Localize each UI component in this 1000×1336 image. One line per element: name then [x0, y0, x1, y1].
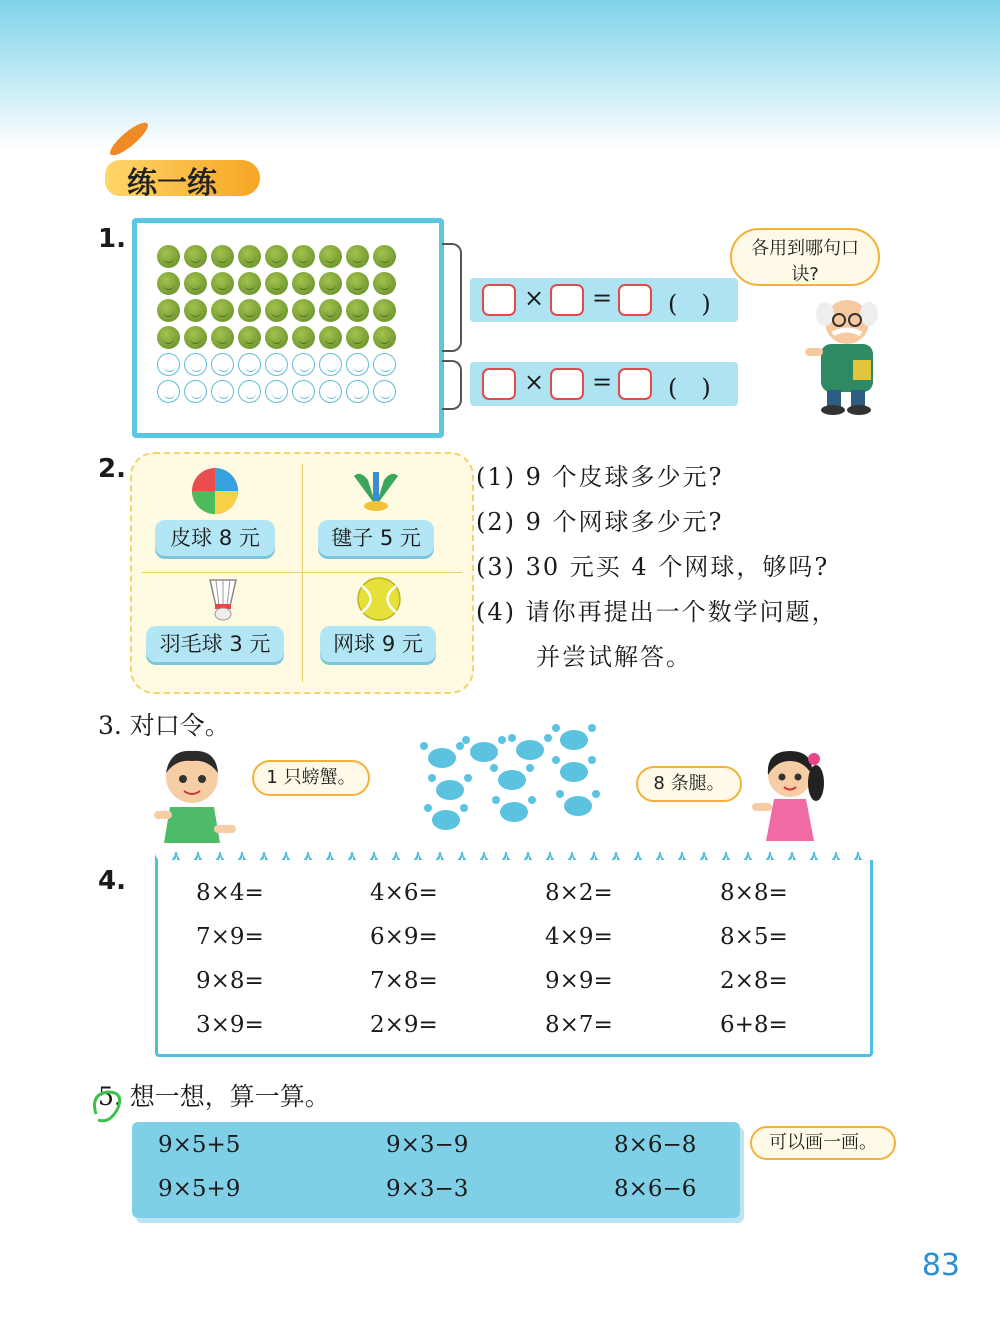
rhyme-parentheses: ( ) — [668, 374, 711, 402]
green-smiley-dot — [211, 245, 234, 268]
blue-smiley-dot — [238, 380, 261, 403]
crab-icon — [498, 770, 526, 790]
green-smiley-dot — [157, 299, 180, 322]
scribble-mark-icon — [88, 1084, 128, 1128]
green-smiley-dot — [319, 299, 342, 322]
equation-row-1 — [470, 278, 738, 322]
times-sign: × — [524, 368, 545, 396]
calc-expression: 3×9= — [196, 1012, 264, 1038]
blue-smiley-dot — [184, 380, 207, 403]
calc-expression: 4×6= — [370, 880, 438, 906]
green-smiley-dot — [211, 299, 234, 322]
girl-character-icon — [750, 745, 830, 845]
green-smiley-dot — [184, 272, 207, 295]
calc-expression: 4×9= — [545, 924, 613, 950]
green-smiley-dot — [157, 245, 180, 268]
blue-smiley-dot — [373, 380, 396, 403]
price-tag-ball: 皮球 8 元 — [155, 520, 275, 556]
answer-box[interactable] — [618, 284, 652, 316]
teacher-speech-bubble: 各用到哪句口诀? — [730, 228, 880, 286]
blue-smiley-dot — [211, 353, 234, 376]
green-smiley-dot — [346, 326, 369, 349]
blue-smiley-dot — [346, 353, 369, 376]
green-smiley-dot — [292, 245, 315, 268]
blue-smiley-dot — [373, 353, 396, 376]
blue-smiley-dot — [265, 380, 288, 403]
green-smiley-dot — [319, 326, 342, 349]
divider — [142, 572, 462, 573]
blue-smiley-dot — [211, 380, 234, 403]
green-smiley-dot — [346, 272, 369, 295]
brace-blue-rows — [442, 360, 462, 410]
dot-grid — [157, 245, 396, 403]
blue-smiley-dot — [184, 353, 207, 376]
price-tag-badminton: 羽毛球 3 元 — [146, 626, 284, 662]
green-smiley-dot — [157, 326, 180, 349]
price-tag-tennis: 网球 9 元 — [320, 626, 436, 662]
green-smiley-dot — [184, 299, 207, 322]
blue-smiley-dot — [157, 380, 180, 403]
blue-smiley-dot — [346, 380, 369, 403]
blue-smiley-dot — [292, 353, 315, 376]
question-2-item: 并尝试解答。 — [536, 643, 692, 671]
calc-expression: 7×9= — [196, 924, 264, 950]
crab-icon — [516, 740, 544, 760]
dot-array-panel — [132, 218, 444, 438]
question-2-item: (4) 请你再提出一个数学问题， — [476, 598, 838, 626]
rhyme-parentheses: ( ) — [668, 290, 711, 318]
header-gradient-band — [0, 0, 1000, 150]
green-smiley-dot — [265, 245, 288, 268]
section-title: 练一练 — [127, 166, 217, 201]
blue-smiley-dot — [238, 353, 261, 376]
blue-smiley-dot — [292, 380, 315, 403]
green-smiley-dot — [292, 272, 315, 295]
times-sign: × — [524, 284, 545, 312]
equation-row-2 — [470, 362, 738, 406]
divider — [302, 464, 303, 682]
equals-sign: = — [592, 368, 613, 396]
section-title-banner — [105, 160, 260, 201]
mixed-calc-expression: 9×3−3 — [386, 1176, 469, 1202]
question-3-title: 3. 对口令。 — [98, 711, 230, 740]
beach-ball-icon — [190, 466, 240, 516]
green-smiley-dot — [265, 326, 288, 349]
mixed-calc-expression: 9×5+9 — [158, 1176, 241, 1202]
green-smiley-dot — [319, 272, 342, 295]
question-2-list — [476, 455, 838, 680]
calc-expression: 6+8= — [720, 1012, 788, 1038]
answer-box[interactable] — [618, 368, 652, 400]
blue-smiley-dot — [157, 353, 180, 376]
answer-box[interactable] — [482, 368, 516, 400]
crab-icon — [436, 780, 464, 800]
green-smiley-dot — [373, 245, 396, 268]
green-smiley-dot — [346, 299, 369, 322]
crab-icon — [564, 796, 592, 816]
calc-expression: 8×8= — [720, 880, 788, 906]
green-smiley-dot — [373, 326, 396, 349]
green-smiley-dot — [292, 326, 315, 349]
mixed-calc-expression: 8×6−6 — [614, 1176, 697, 1202]
tennis-ball-icon — [356, 576, 402, 622]
crab-icon — [470, 742, 498, 762]
green-smiley-dot — [238, 326, 261, 349]
question-2-item: (3) 30 元买 4 个网球，够吗? — [476, 553, 830, 581]
green-smiley-dot — [238, 245, 261, 268]
page-number: 83 — [921, 1248, 960, 1283]
hint-speech-bubble: 可以画一画。 — [750, 1126, 896, 1160]
answer-box[interactable] — [550, 284, 584, 316]
green-smiley-dot — [211, 272, 234, 295]
teacher-character-icon — [795, 290, 895, 415]
badminton-icon — [206, 576, 240, 622]
boy-speech-bubble: 1 只螃蟹。 — [252, 760, 370, 796]
brace-green-rows — [442, 243, 462, 352]
question-4-number: 4. — [98, 866, 126, 896]
blue-smiley-dot — [319, 353, 342, 376]
question-5-title: 5. 想一想，算一算。 — [98, 1082, 330, 1111]
blue-smiley-dot — [319, 380, 342, 403]
green-smiley-dot — [319, 245, 342, 268]
calc-expression: 7×8= — [370, 968, 438, 994]
calc-expression: 8×4= — [196, 880, 264, 906]
calc-expression: 6×9= — [370, 924, 438, 950]
green-smiley-dot — [373, 299, 396, 322]
crab-icon — [428, 748, 456, 768]
girl-speech-bubble: 8 条腿。 — [636, 766, 742, 802]
blue-smiley-dot — [265, 353, 288, 376]
question-1-number: 1. — [98, 224, 126, 254]
crab-icon — [560, 762, 588, 782]
answer-box[interactable] — [482, 284, 516, 316]
calc-expression: 8×7= — [545, 1012, 613, 1038]
green-smiley-dot — [265, 272, 288, 295]
green-smiley-dot — [346, 245, 369, 268]
shuttlecock-feather-icon — [346, 466, 406, 512]
answer-box[interactable] — [550, 368, 584, 400]
calc-expression: 2×8= — [720, 968, 788, 994]
mixed-calc-expression: 9×5+5 — [158, 1132, 241, 1158]
question-2-number: 2. — [98, 454, 126, 484]
green-smiley-dot — [211, 326, 234, 349]
equals-sign: = — [592, 284, 613, 312]
mixed-calc-expression: 8×6−8 — [614, 1132, 697, 1158]
green-smiley-dot — [265, 299, 288, 322]
green-smiley-dot — [157, 272, 180, 295]
crab-icon — [432, 810, 460, 830]
green-smiley-dot — [292, 299, 315, 322]
calc-expression: 9×9= — [545, 968, 613, 994]
question-2-item: (1) 9 个皮球多少元? — [476, 463, 724, 491]
boy-character-icon — [150, 745, 245, 845]
crab-icon — [500, 802, 528, 822]
green-smiley-dot — [238, 272, 261, 295]
question-2-item: (2) 9 个网球多少元? — [476, 508, 724, 536]
price-tag-shuttlecock: 毽子 5 元 — [318, 520, 434, 556]
crab-icon — [560, 730, 588, 750]
calc-expression: 2×9= — [370, 1012, 438, 1038]
green-smiley-dot — [184, 245, 207, 268]
calc-expression: 9×8= — [196, 968, 264, 994]
calc-expression: 8×2= — [545, 880, 613, 906]
calc-expression: 8×5= — [720, 924, 788, 950]
green-smiley-dot — [184, 326, 207, 349]
mixed-calc-expression: 9×3−9 — [386, 1132, 469, 1158]
green-smiley-dot — [238, 299, 261, 322]
green-smiley-dot — [373, 272, 396, 295]
